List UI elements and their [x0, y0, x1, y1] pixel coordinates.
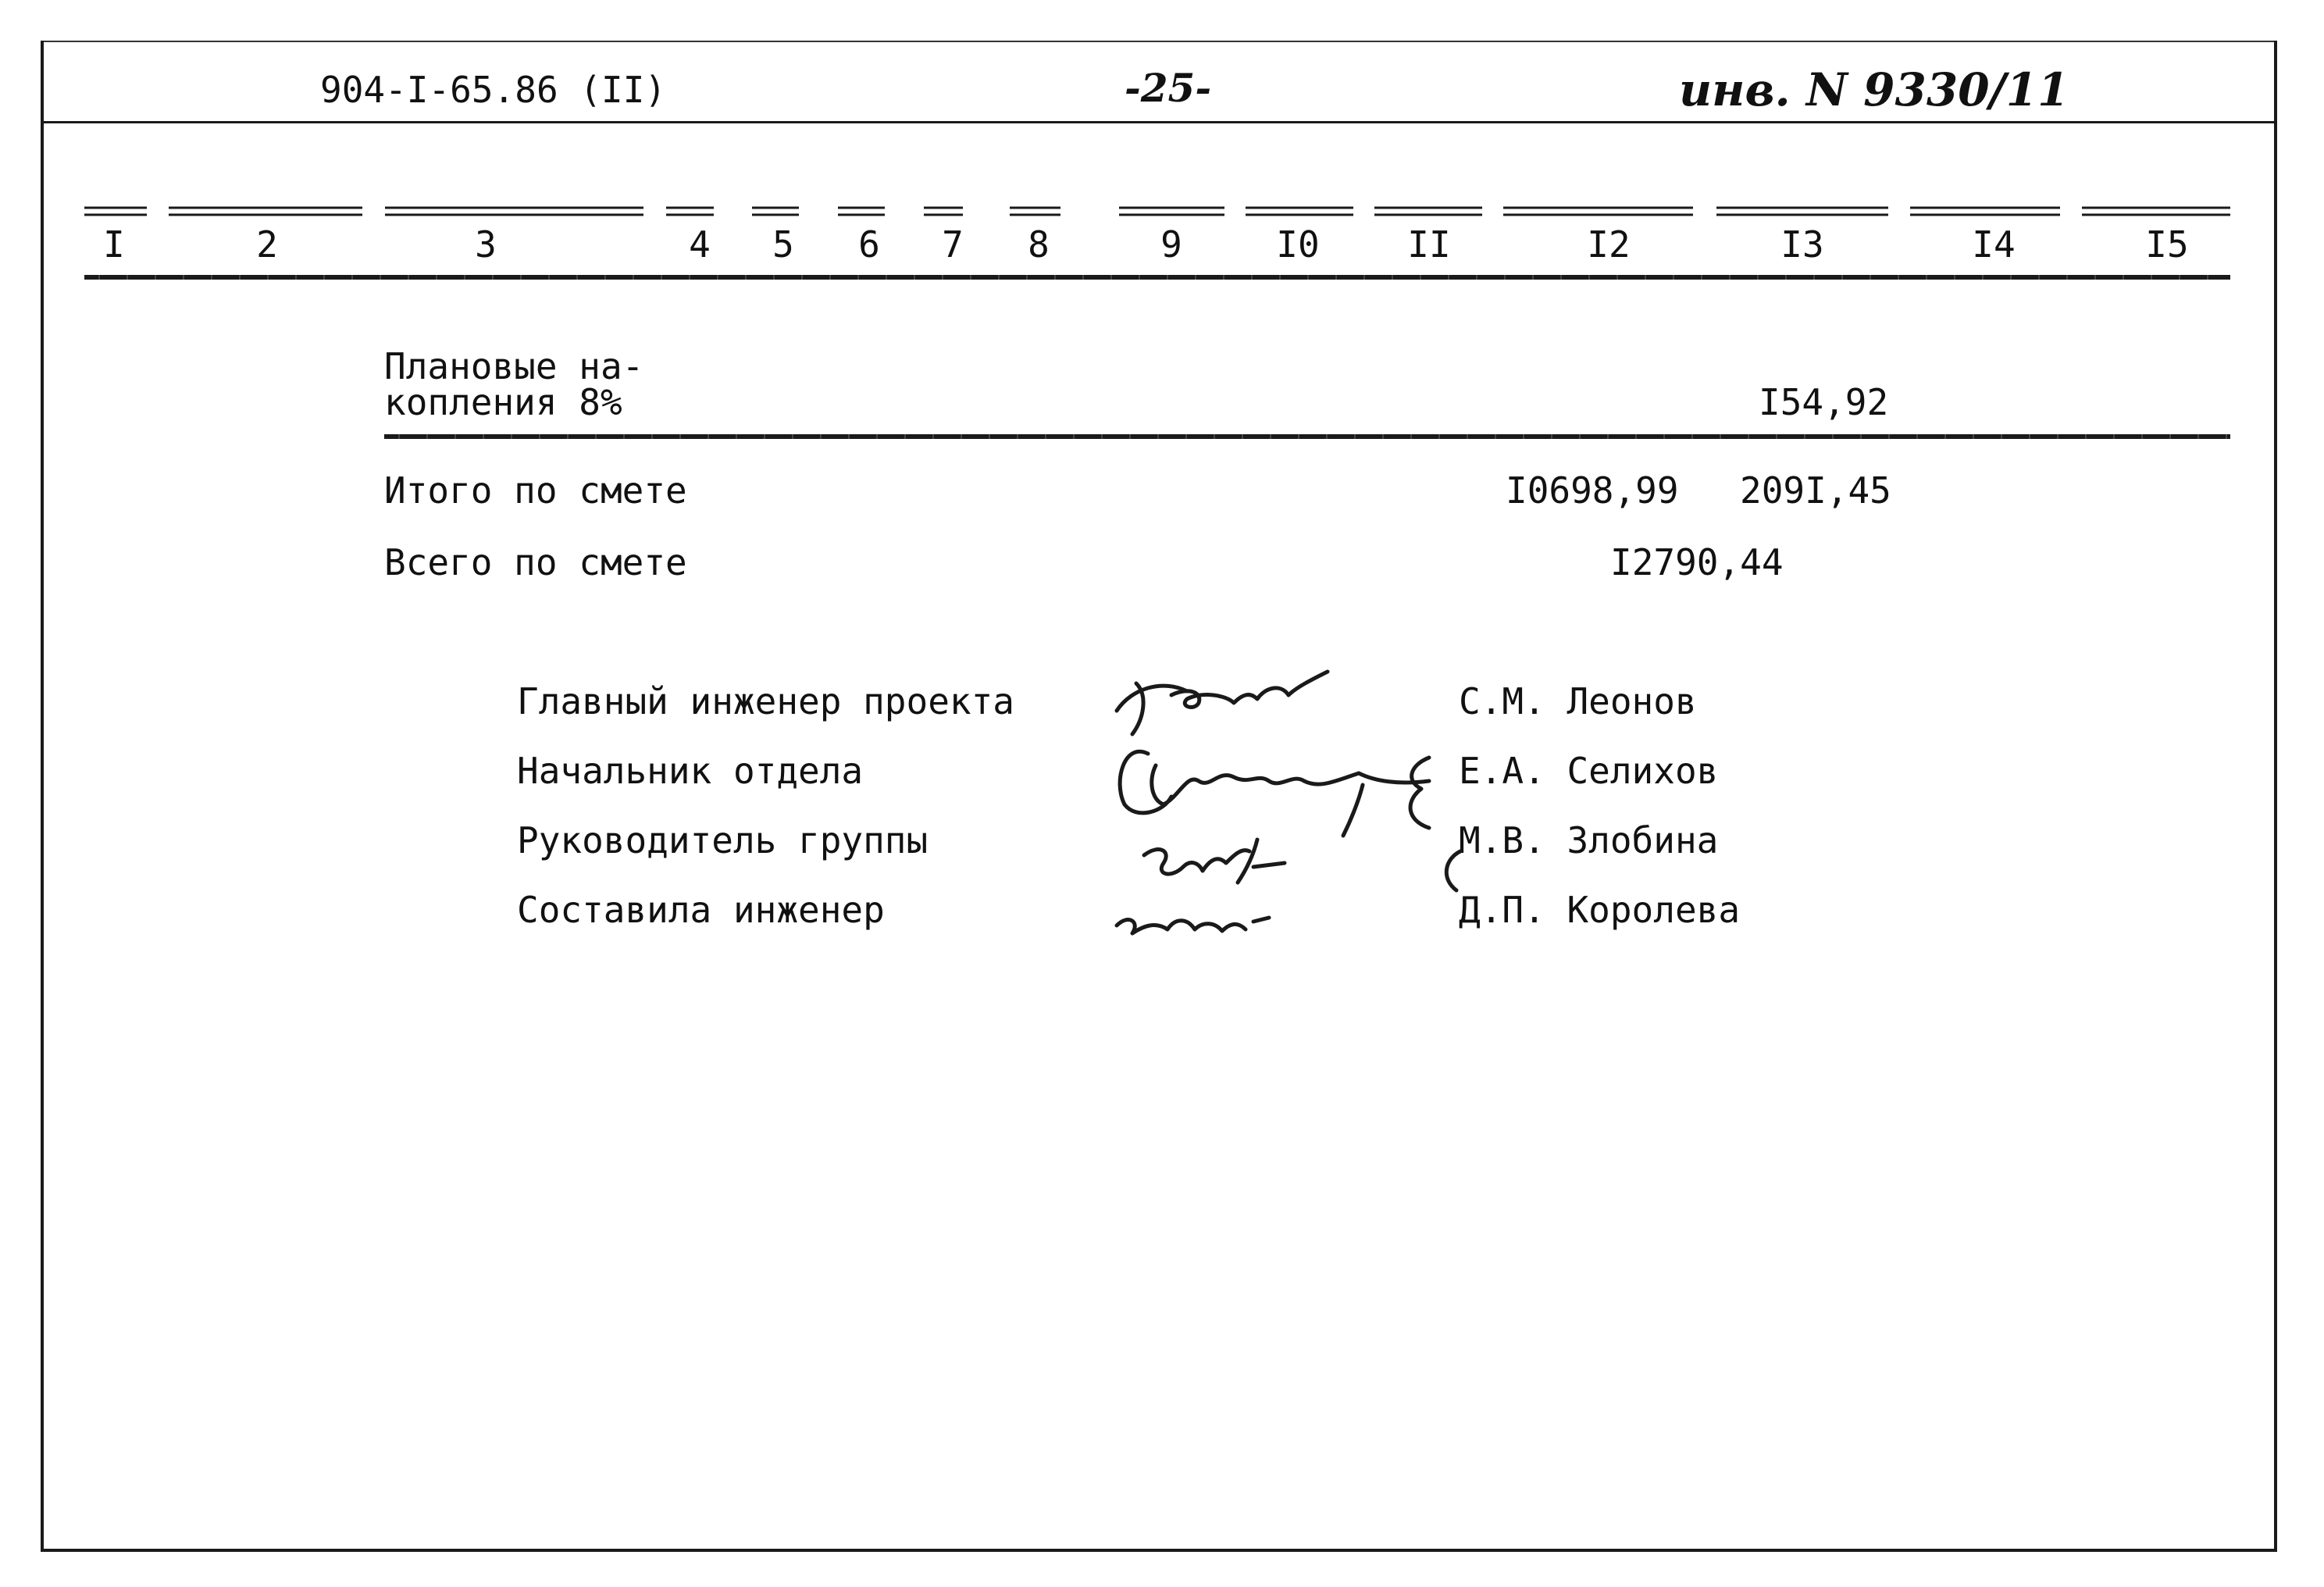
- column-number: 7: [942, 223, 964, 266]
- planned-value: I54,92: [1759, 381, 1889, 423]
- subtotal-rule: [384, 434, 2230, 439]
- column-number: 3: [475, 223, 497, 266]
- page-number: -25-: [1125, 65, 1212, 111]
- planned-label-line2: копления 8%: [384, 381, 622, 423]
- column-number: 4: [689, 223, 711, 266]
- header-divider: [41, 121, 2277, 123]
- column-number: I: [103, 223, 125, 266]
- signature-role: Начальник отдела: [517, 750, 864, 792]
- table-header-rule: [84, 275, 2230, 280]
- column-number: I2: [1587, 223, 1631, 266]
- signatory-name: М.В. Злобина: [1459, 819, 1719, 861]
- column-number: 9: [1160, 223, 1182, 266]
- signature-role: Главный инженер проекта: [517, 680, 1014, 722]
- grand-total-value: I2790,44: [1610, 541, 1784, 583]
- column-number: I3: [1780, 223, 1824, 266]
- column-number: I4: [1972, 223, 2016, 266]
- signatory-name: Д.П. Королева: [1459, 889, 1741, 931]
- total-label: Итого по смете: [384, 469, 687, 512]
- signatory-name: С.М. Леонов: [1459, 680, 1697, 722]
- signature-role: Руководитель группы: [517, 819, 929, 861]
- frame-top-border: [41, 41, 2277, 42]
- column-dash-rule: [84, 205, 2230, 219]
- inventory-number: инв. N 9330/11: [1679, 63, 2069, 116]
- column-number: 8: [1028, 223, 1050, 266]
- frame-right-border: [2274, 41, 2277, 1552]
- column-number: I0: [1276, 223, 1320, 266]
- signatory-name: Е.А. Селихов: [1459, 750, 1719, 792]
- signature-role: Составила инженер: [517, 889, 885, 931]
- column-number: 2: [256, 223, 278, 266]
- planned-label-line1: Плановые на-: [384, 345, 644, 387]
- column-number: II: [1407, 223, 1451, 266]
- column-number: 5: [772, 223, 794, 266]
- frame-left-border: [41, 41, 44, 1552]
- document-code: 904-I-65.86 (II): [320, 69, 667, 111]
- column-number: I5: [2145, 223, 2189, 266]
- total-value-col12: I0698,99: [1506, 469, 1679, 512]
- frame-bottom-border: [41, 1549, 2277, 1552]
- grand-total-label: Всего по смете: [384, 541, 687, 583]
- column-number: 6: [858, 223, 880, 266]
- handwritten-signatures: [1101, 664, 1507, 961]
- total-value-col13: 209I,45: [1740, 469, 1891, 512]
